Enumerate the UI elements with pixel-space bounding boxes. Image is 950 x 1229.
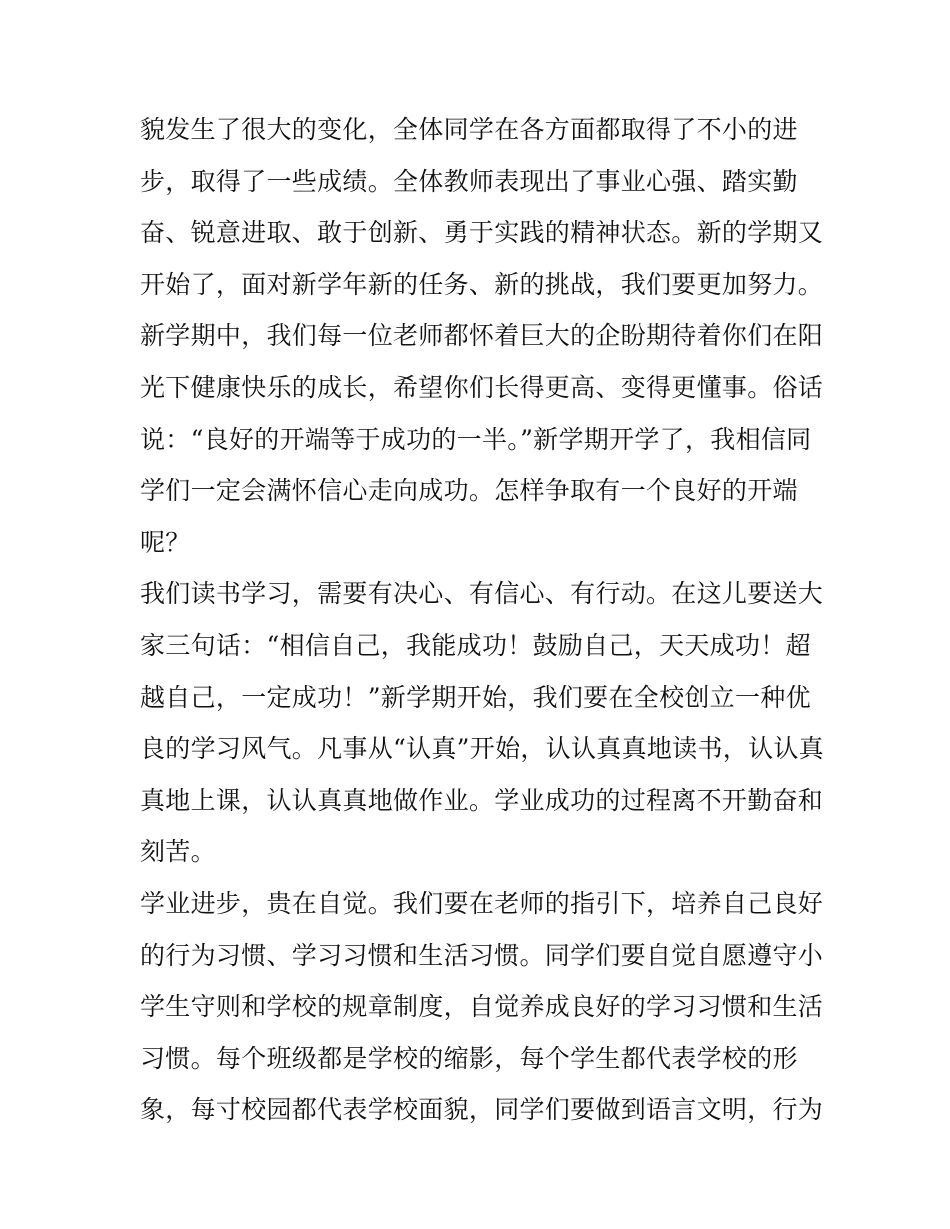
text-line: 习惯。每个班级都是学校的缩影，每个学生都代表学校的形	[140, 1043, 798, 1073]
text-line: 学生守则和学校的规章制度，自觉养成良好的学习习惯和生活	[140, 992, 824, 1022]
text-line: 奋、锐意进取、敢于创新、勇于实践的精神状态。新的学期又	[140, 218, 824, 248]
text-line: 良的学习风气。凡事从“认真”开始，认认真真地读书，认认真	[140, 734, 824, 764]
text-line: 象，每寸校园都代表学校面貌，同学们要做到语言文明，行为	[140, 1095, 824, 1125]
text-line: 刻苦。	[140, 837, 216, 867]
text-line: 越自己，一定成功！”新学期开始，我们要在全校创立一种优	[140, 682, 811, 712]
text-line: 学们一定会满怀信心走向成功。怎样争取有一个良好的开端	[140, 476, 798, 506]
text-line: 家三句话：“相信自己，我能成功！鼓励自己，天天成功！超	[140, 630, 811, 660]
text-line: 光下健康快乐的成长，希望你们长得更高、变得更懂事。俗话	[140, 372, 824, 402]
text-line: 呢？	[140, 527, 191, 557]
body-text	[140, 104, 824, 1136]
text-line: 说：“良好的开端等于成功的一半。”新学期开学了，我相信同	[140, 424, 812, 454]
text-line: 真地上课，认认真真地做作业。学业成功的过程离不开勤奋和	[140, 785, 824, 815]
text-line: 步，取得了一些成绩。全体教师表现出了事业心强、踏实勤	[140, 166, 798, 196]
text-line: 开始了，面对新学年新的任务、新的挑战，我们要更加努力。	[140, 269, 824, 299]
text-line: 貌发生了很大的变化，全体同学在各方面都取得了不小的进	[140, 115, 798, 144]
text-line: 新学期中，我们每一位老师都怀着巨大的企盼期待着你们在阳	[140, 321, 824, 351]
text-line: 我们读书学习，需要有决心、有信心、有行动。在这儿要送大	[140, 579, 824, 609]
text-line: 学业进步，贵在自觉。我们要在老师的指引下，培养自己良好	[140, 888, 824, 918]
text-line: 的行为习惯、学习习惯和生活习惯。同学们要自觉自愿遵守小	[140, 940, 824, 970]
